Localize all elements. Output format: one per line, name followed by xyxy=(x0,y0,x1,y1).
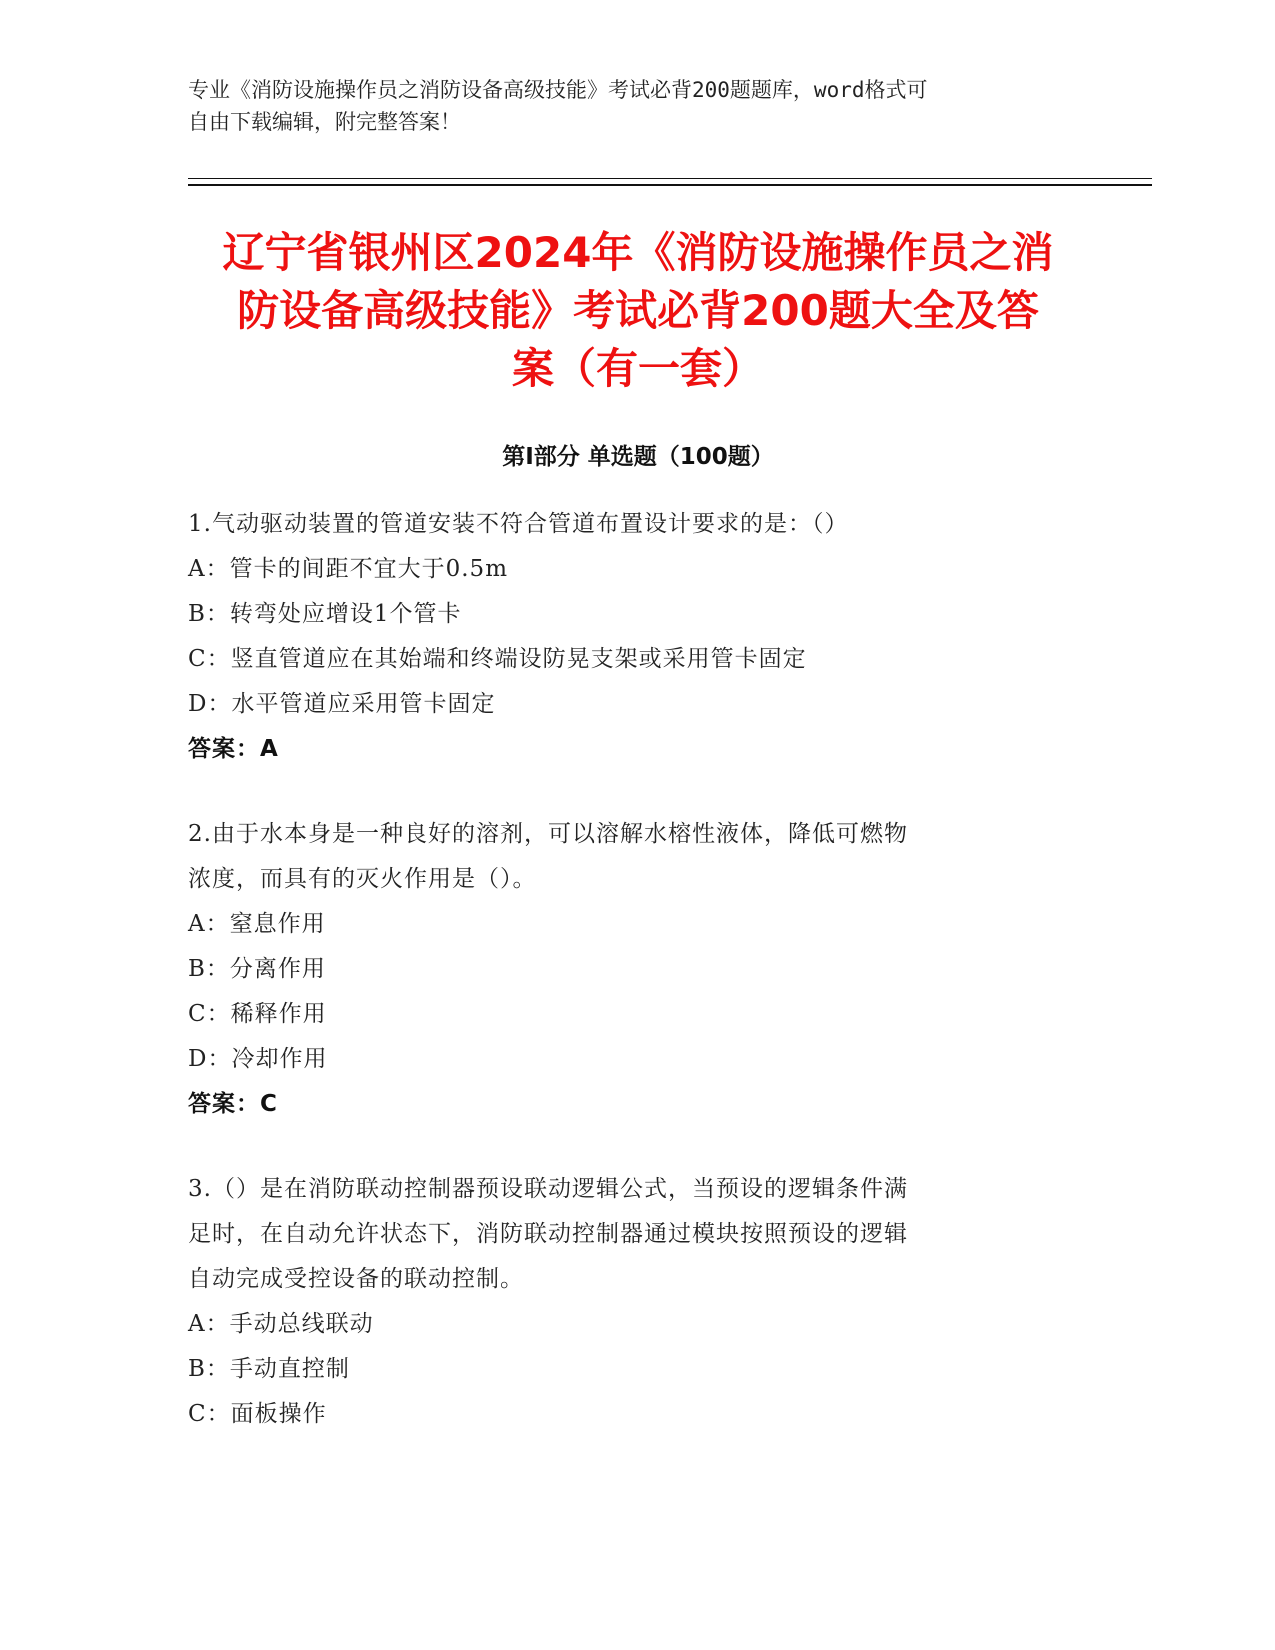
option-a: A：手动总线联动 xyxy=(188,1311,374,1337)
document-title xyxy=(188,224,1088,398)
title-line-2: 防设备高级技能》考试必背200题大全及答 xyxy=(237,286,1039,335)
question-1 xyxy=(188,502,1088,772)
question-stem-line-1: 2.由于水本身是一种良好的溶剂，可以溶解水榕性液体，降低可燃物 xyxy=(188,821,908,847)
option-d: D：冷却作用 xyxy=(188,1046,328,1072)
question-stem-line-2: 浓度，而具有的灭火作用是（）。 xyxy=(188,866,537,892)
title-line-1: 辽宁省银州区2024年《消防设施操作员之消 xyxy=(222,228,1054,277)
option-b: B：手动直控制 xyxy=(188,1356,350,1382)
option-c: C：稀释作用 xyxy=(188,1001,327,1027)
answer-label: 答案：A xyxy=(188,736,279,762)
option-a: A：窒息作用 xyxy=(188,911,326,937)
title-line-3: 案（有一套） xyxy=(511,344,764,393)
question-stem-line-1: 3.（）是在消防联动控制器预设联动逻辑公式，当预设的逻辑条件满 xyxy=(188,1176,908,1202)
option-c: C：面板操作 xyxy=(188,1401,327,1427)
header-note-line-1: 专业《消防设施操作员之消防设备高级技能》考试必背200题题库，word格式可 xyxy=(188,78,928,102)
section-title: 第Ⅰ部分 单选题（100题） xyxy=(502,444,774,470)
question-stem: 1.气动驱动装置的管道安装不符合管道布置设计要求的是：（） xyxy=(188,511,849,537)
header-divider-thick xyxy=(188,184,1152,186)
question-3 xyxy=(188,1167,1088,1437)
option-c: C：竖直管道应在其始端和终端设防晃支架或采用管卡固定 xyxy=(188,646,807,672)
question-stem-line-3: 自动完成受控设备的联动控制。 xyxy=(188,1266,524,1292)
header-note xyxy=(188,74,1068,138)
question-stem-line-2: 足时，在自动允许状态下，消防联动控制器通过模块按照预设的逻辑 xyxy=(188,1221,908,1247)
header-divider-thin xyxy=(188,178,1152,179)
question-2 xyxy=(188,812,1088,1127)
answer-label: 答案：C xyxy=(188,1091,278,1117)
option-b: B：分离作用 xyxy=(188,956,326,982)
option-a: A：管卡的间距不宜大于0.5m xyxy=(188,556,508,582)
header-note-line-2: 自由下载编辑，附完整答案！ xyxy=(188,110,461,134)
option-d: D：水平管道应采用管卡固定 xyxy=(188,691,496,717)
option-b: B：转弯处应增设1个管卡 xyxy=(188,601,462,627)
